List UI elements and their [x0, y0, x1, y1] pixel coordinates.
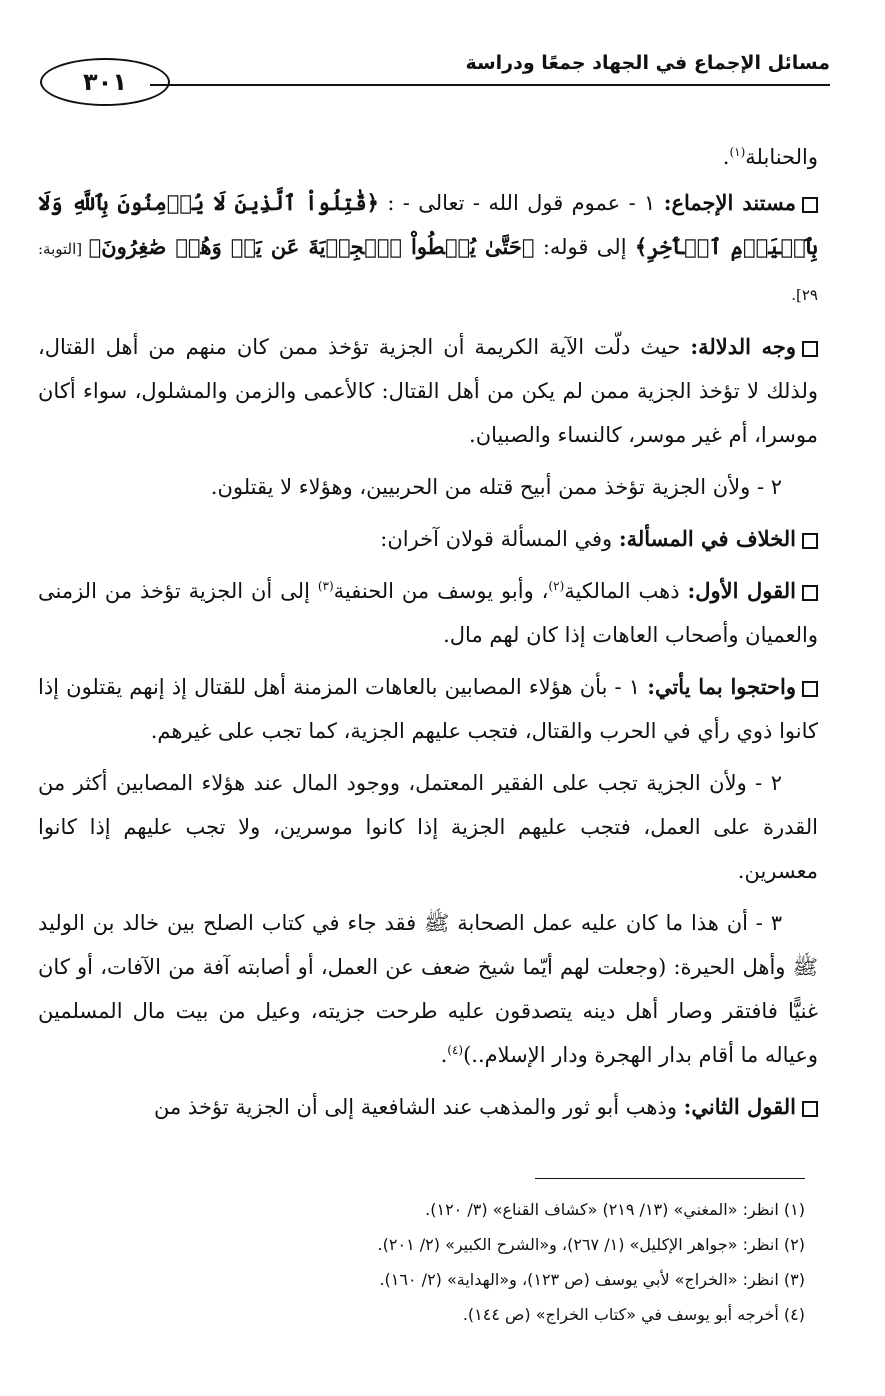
footnote-separator — [535, 1178, 805, 1179]
square-bullet-icon — [802, 341, 818, 357]
main-text — [38, 135, 818, 1137]
square-bullet-icon — [802, 585, 818, 601]
heading-ijma-basis: مستند الإجماع: — [663, 190, 797, 215]
footnotes — [105, 1192, 805, 1332]
header-rule — [150, 84, 830, 86]
page-number: ٣٠١ — [83, 68, 127, 96]
running-title: مسائل الإجماع في الجهاد جمعًا ودراسة — [465, 52, 830, 74]
verse-reference: [التوبة: ٢٩]. — [38, 240, 818, 304]
footnote-ref-3[interactable]: (٣) — [317, 579, 334, 593]
paragraph-argument-2: ٢ - ولأن الجزية تجب على الفقير المعتمل، ووجود المال عند هؤلاء المصابين أكثر من القدرة على العمل، فتجب عليهم الجزية إذا كانوا موسرين، ولا تجب عليهم إذا كانوا معسرين. — [38, 771, 818, 883]
square-bullet-icon — [802, 533, 818, 549]
paragraph-evidence: وجه الدلالة: حيث دلّت الآية الكريمة أن الجزية تؤخذ ممن كان منهم من أهل القتال، ولذلك لا تؤخذ الجزية ممن لم يكن من أهل القتال: كالأعمى والزمن والمشلول، سواء أكان موسرا، أم غير موسر، كالنساء والصبيان. — [38, 334, 818, 447]
paragraph-disagreement: الخلاف في المسألة: وفي المسألة قولان آخران: — [38, 517, 818, 561]
paragraph-argument-3: ٣ - أن هذا ما كان عليه عمل الصحابة ﷺ فقد جاء في كتاب الصلح بين خالد بن الوليد ﷺ وأهل الحيرة: (وجعلت لهم أيّما شيخ ضعف عن العمل، أو أصابته آفة من الآفات، أو كان غنيًّا فافتقر وصار أهل دينه يتصدقون عليه طرحت جزيته، وعيل من بيت مال المسلمين وعياله ما أقام بدار الهجرة ودار الإسلام..)$^{(٤)}$. — [38, 911, 818, 1067]
footnote-ref-4[interactable]: (٤) — [447, 1043, 464, 1057]
paragraph-second-opinion: القول الثاني: وذهب أبو ثور والمذهب عند الشافعية إلى أن الجزية تؤخذ من — [38, 1085, 818, 1129]
quran-verse-2: ﴿حَتَّىٰ يُعۡطُواْ ٱلۡجِزۡيَةَ عَن يَدٖ وَهُمۡ صَٰغِرُونَ﴾ — [88, 234, 535, 259]
page-header — [40, 40, 830, 120]
square-bullet-icon — [802, 681, 818, 697]
footnote-4: (٤) أخرجه أبو يوسف في «كتاب الخراج» (ص ١٤٤). — [462, 1305, 805, 1324]
paragraph-ijma-basis: مستند الإجماع: ١ - عموم قول الله - تعالى - : ﴿قَٰتِلُواْ ٱلَّذِينَ لَا يُؤۡمِنُونَ بِٱللَّهِ وَلَا بِٱلۡيَوۡمِ ٱلۡأٓخِرِ﴾ إلى قوله: ﴿حَتَّىٰ يُعۡطُواْ ٱلۡجِزۡيَةَ عَن يَدٖ وَهُمۡ صَٰغِرُونَ﴾ [التوبة: ٢٩]. — [38, 190, 818, 304]
square-bullet-icon — [802, 1101, 818, 1117]
footnote-2: (٢) انظر: «جواهر الإكليل» (١/ ٢٦٧)، و«الشرح الكبير» (٢/ ٢٠١). — [377, 1235, 805, 1254]
paragraph-arguments: واحتجوا بما يأتي: ١ - بأن هؤلاء المصابين بالعاهات المزمنة أهل للقتال إذ إنهم يقتلون إذا كانوا ذوي رأي في الحرب والقتال، فتجب عليهم الجزية، كما تجب على غيرهم. — [38, 674, 818, 743]
heading-second-opinion: القول الثاني: — [683, 1094, 796, 1119]
heading-arguments: واحتجوا بما يأتي: — [647, 674, 796, 699]
heading-disagreement: الخلاف في المسألة: — [618, 526, 796, 551]
heading-first-opinion: القول الأول: — [687, 578, 796, 603]
footnote-ref-2[interactable]: (٢) — [548, 579, 565, 593]
heading-evidence: وجه الدلالة: — [690, 334, 796, 359]
footnote-ref-1[interactable]: (١) — [729, 145, 746, 159]
page-number-oval — [40, 58, 170, 106]
paragraph-first-opinion: القول الأول: ذهب المالكية$^{(٢)}$، وأبو يوسف من الحنفية$^{(٣)}$ إلى أن الجزية تؤخذ من الزمنى والعميان وأصحاب العاهات إذا كان لهم مال. — [38, 578, 818, 647]
square-bullet-icon — [802, 197, 818, 213]
footnote-1: (١) انظر: «المغني» (١٣/ ٢١٩) «كشاف القناع» (٣/ ١٢٠). — [425, 1200, 805, 1219]
footnote-3: (٣) انظر: «الخراج» لأبي يوسف (ص ١٢٣)، و«الهداية» (٢/ ١٦٠). — [379, 1270, 805, 1289]
quran-verse-1: ﴿قَٰتِلُواْ ٱلَّذِينَ لَا يُؤۡمِنُونَ بِٱللَّهِ وَلَا بِٱلۡيَوۡمِ ٱلۡأٓخِرِ﴾ — [38, 190, 818, 259]
paragraph-hanabila: والحنابلة$^{(١)}$. — [722, 145, 818, 169]
paragraph-point-2: ٢ - ولأن الجزية تؤخذ ممن أبيح قتله من الحربيين، وهؤلاء لا يقتلون. — [210, 475, 782, 499]
